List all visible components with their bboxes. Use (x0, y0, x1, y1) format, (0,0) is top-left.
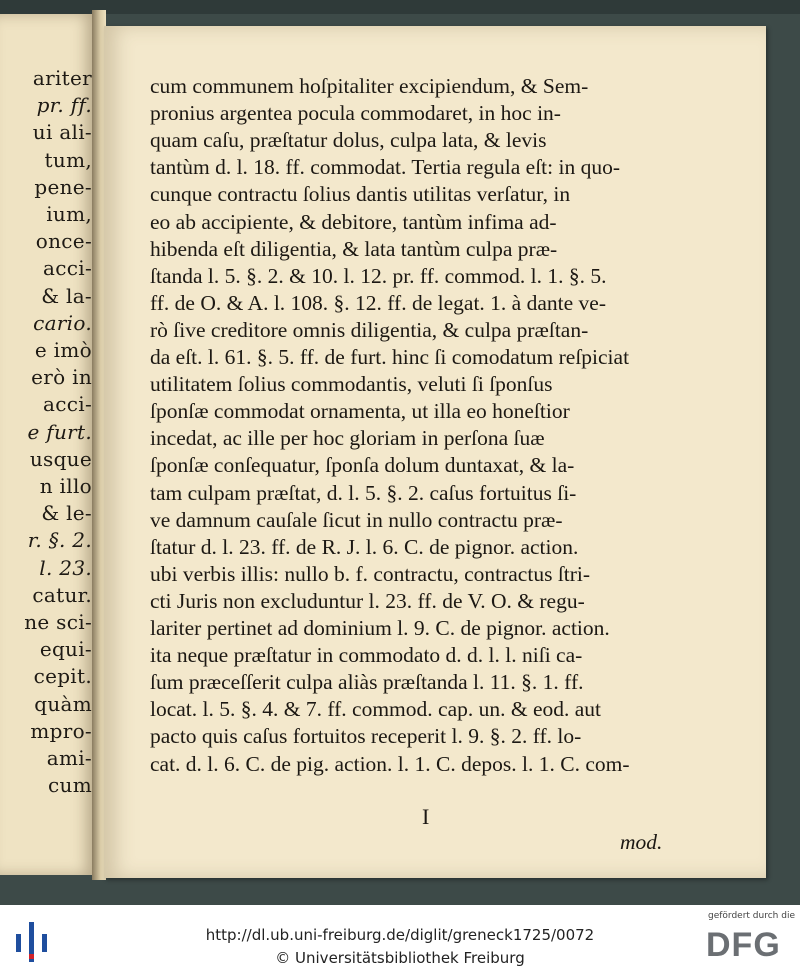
funder-label: gefördert durch die (708, 911, 795, 921)
body-text-line: ff. de O. & A. l. 108. §. 12. ff. de legat. 1. à dante ve- (150, 290, 606, 315)
copyright-notice: © Universitätsbibliothek Freiburg (275, 949, 525, 967)
left-page (0, 14, 96, 875)
left-page-text-line: l. 23. (39, 555, 92, 580)
left-page-text-line: ui ali- (32, 120, 92, 145)
right-page (104, 26, 766, 878)
body-text-line: ſponſæ commodat ornamenta, ut illa eo honeſtior (150, 399, 570, 424)
left-page-text-line: tum, (44, 147, 92, 172)
body-text-line: ſtatur d. l. 23. ff. de R. J. l. 6. C. de pignor. action. (150, 534, 579, 559)
left-page-text-line: pene- (34, 174, 92, 199)
body-text-line: pacto quis caſus fortuitos receperit l. 9. §. 2. ff. lo- (150, 724, 582, 749)
left-page-text-line: mpro- (30, 718, 92, 743)
left-page-text-line: pr. ff. (36, 93, 92, 118)
body-text-line: cti Juris non excluduntur l. 23. ff. de V. O. & regu- (150, 588, 585, 613)
body-text-line: cunque contractu ſolius dantis utilitas verſatur, in (150, 182, 571, 207)
body-text-line: cat. d. l. 6. C. de pig. action. l. 1. C. depos. l. 1. C. com- (150, 751, 630, 776)
left-page-text-line: erò in (31, 365, 92, 390)
left-page-text-line: equi- (39, 637, 92, 662)
left-page-text-line: cario. (33, 310, 92, 335)
signature-mark: I (422, 804, 430, 829)
left-page-text-line: ami- (46, 746, 92, 770)
left-page-text-line: r. §. 2. (27, 528, 92, 553)
document-url-link[interactable]: http://dl.ub.uni-freiburg.de/diglit/greneck1725/0072 (205, 926, 595, 944)
left-page-text-line: usque (29, 446, 92, 471)
dfg-logo: DFG (706, 926, 781, 964)
left-page-text-line: ne sci- (24, 610, 92, 634)
body-text-line: ſtanda l. 5. §. 2. & 10. l. 12. pr. ff. commod. l. 1. §. 5. (150, 263, 607, 288)
left-page-text-line: acci- (43, 392, 92, 417)
left-page-text-line: cepit. (33, 664, 92, 689)
body-text-line: lariter pertinet ad dominium l. 9. C. de pignor. action. (150, 616, 610, 640)
body-text-line: ubi verbis illis: nullo b. f. contractu, contractus ſtri- (150, 561, 591, 586)
body-text-line: tam culpam præſtat, d. l. 5. §. 2. caſus fortuitus ſi- (150, 480, 577, 505)
body-text-line: rò ſive creditore omnis diligentia, & culpa præſtan- (150, 317, 589, 342)
body-text-line: ve damnum cauſale ſicut in nullo contractu præ- (150, 507, 563, 532)
left-page-text-line: & le- (41, 501, 92, 526)
catchword: mod. (620, 830, 663, 854)
body-text-line: tantùm d. l. 18. ff. commodat. Tertia regula eſt: in quo- (150, 155, 620, 180)
book-cover-edge (0, 0, 800, 14)
body-text-line: quam caſu, præſtatur dolus, culpa lata, & levis (150, 128, 547, 153)
body-text-line: pronius argentea pocula commodaret, in hoc in- (150, 101, 561, 126)
left-page-text-line: ium, (46, 202, 92, 226)
body-text-line: da eſt. l. 61. §. 5. ff. de furt. hinc ſi comodatum reſpiciat (150, 345, 630, 369)
body-text-line: eo ab accipiente, & debitore, tantùm infima ad- (150, 209, 557, 234)
left-page-text-line: cum (48, 773, 92, 798)
left-page-text-line: quàm (34, 691, 92, 716)
body-text-line: incedat, ac ille per hoc gloriam in perſona ſuæ (150, 426, 545, 451)
body-text-line: utilitatem ſolius commodantis, veluti ſi ſponſus (150, 372, 553, 397)
left-page-text-line: e furt. (27, 419, 92, 444)
body-text-line: ita neque præſtatur in commodato d. d. l. l. niſi ca- (150, 643, 583, 668)
body-text-line: ſum præceſſerit culpa aliàs præſtanda l. 11. §. 1. ff. (150, 670, 584, 695)
left-page-text-line: e imò (34, 338, 92, 362)
left-page-text-line: n illo (39, 474, 92, 498)
left-page-text-line: ariter (32, 66, 92, 90)
body-text-line: hibenda eſt diligentia, & lata tantùm culpa præ- (150, 236, 558, 261)
left-page-text-line: & la- (41, 283, 92, 308)
left-page-text-line: catur. (32, 582, 92, 607)
left-page-text-line: once- (35, 229, 92, 254)
left-page-text-line: acci- (43, 256, 92, 281)
body-text-line: locat. l. 5. §. 4. & 7. ff. commod. cap. un. & eod. aut (150, 697, 602, 722)
body-text-line: cum communem hoſpitaliter excipiendum, & Sem- (150, 74, 589, 98)
body-text-line: ſponſæ conſequatur, ſponſa dolum duntaxat, & la- (150, 453, 575, 478)
